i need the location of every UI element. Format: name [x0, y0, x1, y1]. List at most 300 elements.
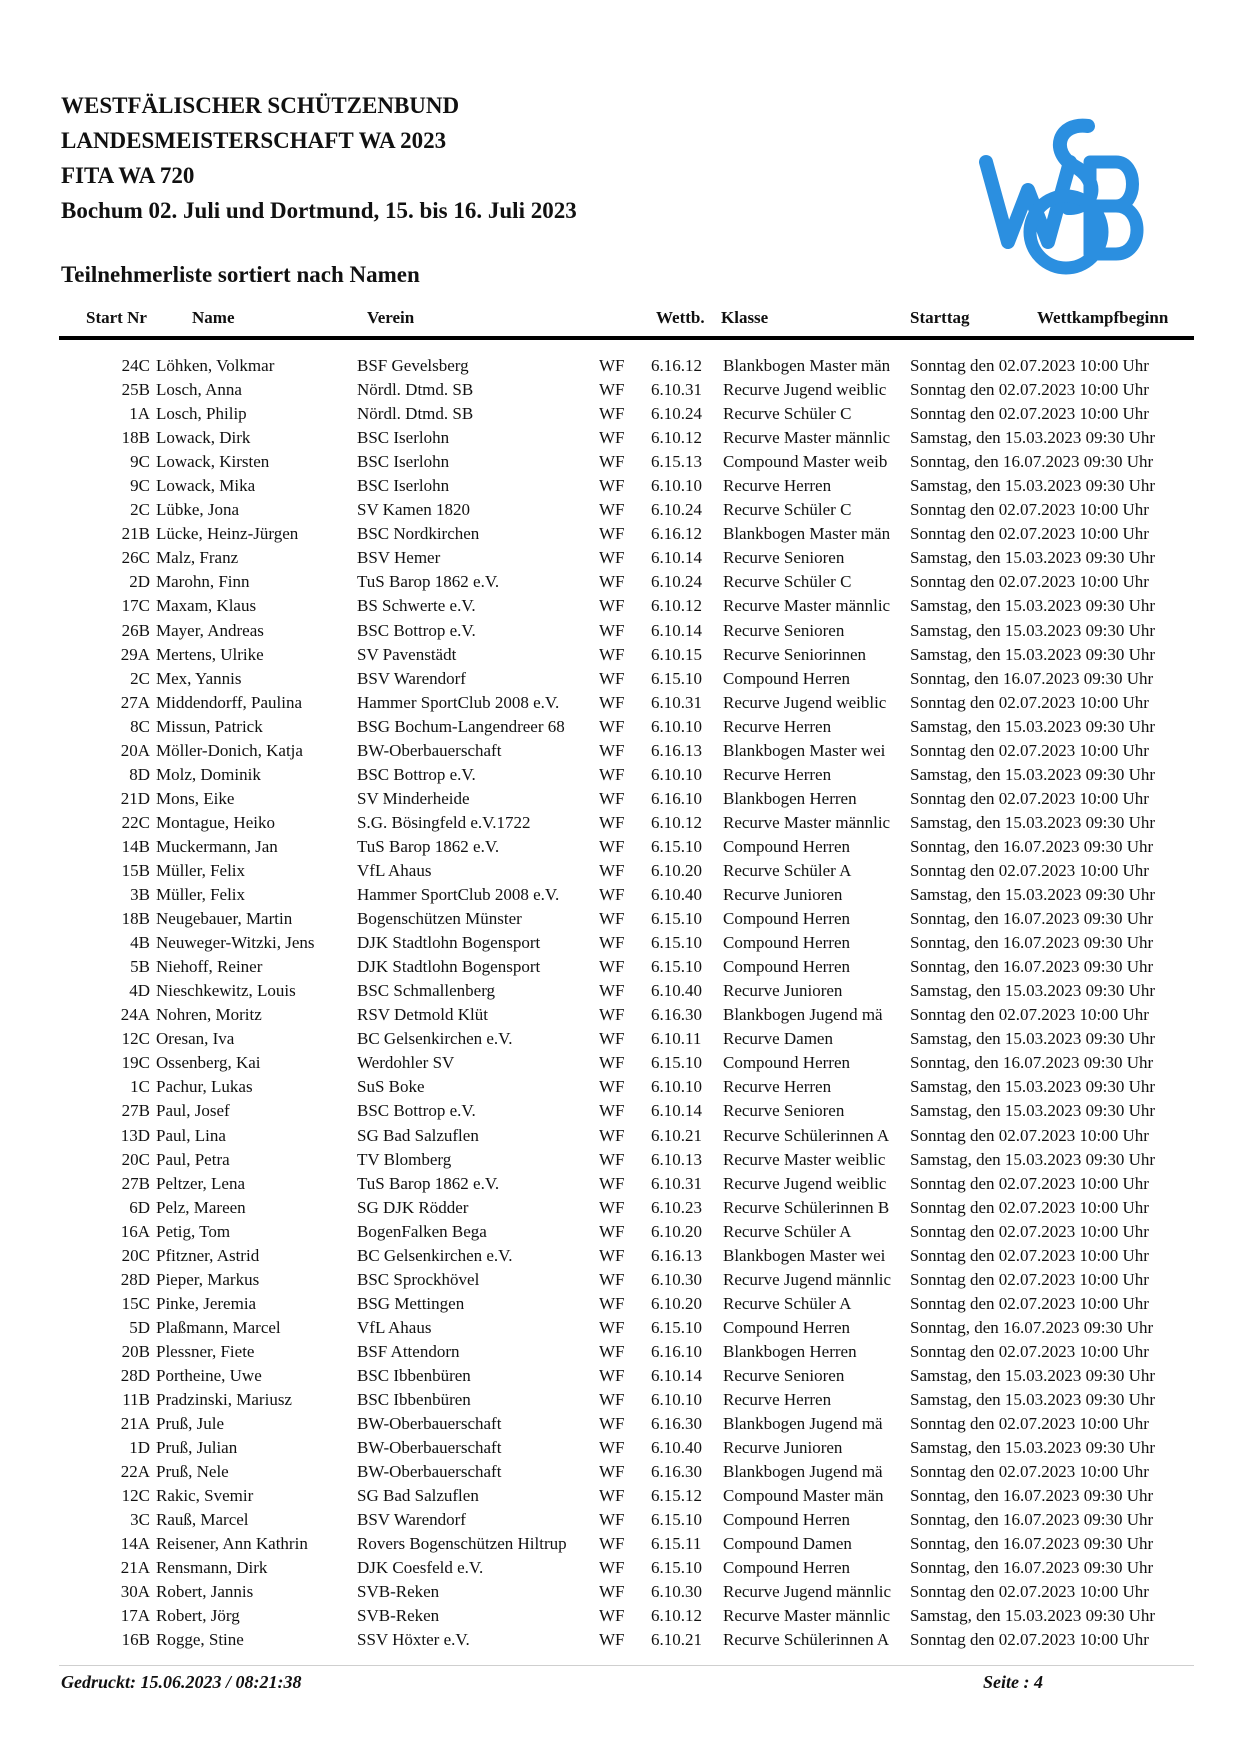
start-datetime: Sonntag den 02.07.2023 10:00 Uhr: [910, 1125, 1149, 1145]
competition-code: 6.16.30: [651, 1414, 702, 1434]
region-code: WF: [599, 860, 625, 880]
club-name: BSC Bottrop e.V.: [357, 620, 476, 640]
table-row: [0, 739, 1240, 763]
club-name: BSC Iserlohn: [357, 476, 450, 496]
class-name: Recurve Senioren: [723, 620, 845, 640]
participant-name: Lowack, Kirsten: [156, 452, 270, 472]
competition-code: 6.10.40: [651, 885, 702, 905]
start-datetime: Sonntag den 02.07.2023 10:00 Uhr: [910, 1462, 1149, 1482]
class-name: Recurve Master männlic: [723, 1606, 891, 1626]
start-number: 12C: [121, 1029, 150, 1049]
start-number: 27B: [121, 1101, 150, 1121]
club-name: BSC Bottrop e.V.: [357, 1101, 476, 1121]
region-code: WF: [599, 356, 625, 375]
club-name: BSC Sprockhövel: [357, 1269, 480, 1289]
start-datetime: Samstag, den 15.03.2023 09:30 Uhr: [910, 1149, 1156, 1169]
region-code: WF: [599, 1534, 625, 1554]
table-row: [0, 1628, 1240, 1652]
competition-code: 6.10.21: [651, 1630, 702, 1650]
competition-code: 6.10.20: [651, 1293, 702, 1313]
start-datetime: Samstag, den 15.03.2023 09:30 Uhr: [910, 1101, 1156, 1121]
competition-code: 6.10.10: [651, 476, 702, 496]
club-name: Nördl. Dtmd. SB: [357, 380, 474, 400]
class-name: Recurve Master männlic: [723, 596, 891, 616]
competition-code: 6.10.23: [651, 1197, 702, 1217]
club-name: Nördl. Dtmd. SB: [357, 404, 474, 424]
competition-code: 6.10.10: [651, 716, 702, 736]
start-number: 21B: [121, 524, 150, 544]
start-number: 14B: [121, 836, 150, 856]
start-datetime: Samstag, den 15.03.2023 09:30 Uhr: [910, 885, 1156, 905]
club-name: SG Bad Salzuflen: [357, 1486, 479, 1506]
club-name: SV Pavenstädt: [357, 644, 457, 664]
club-name: BSC Nordkirchen: [357, 524, 480, 544]
start-number: 28D: [120, 1269, 150, 1289]
competition-code: 6.15.10: [651, 909, 702, 929]
club-name: RSV Detmold Klüt: [357, 1005, 488, 1025]
competition-code: 6.15.10: [651, 1317, 702, 1337]
participant-name: Lübke, Jona: [156, 500, 240, 520]
region-code: WF: [599, 740, 625, 760]
competition-code: 6.16.30: [651, 1462, 702, 1482]
class-name: Compound Herren: [723, 933, 851, 953]
region-code: WF: [599, 1582, 625, 1602]
region-code: WF: [599, 957, 625, 977]
class-name: Recurve Jugend männlic: [723, 1582, 892, 1602]
table-row: [0, 835, 1240, 859]
class-name: Recurve Seniorinnen: [723, 644, 867, 664]
participant-name: Petig, Tom: [156, 1221, 231, 1241]
participant-name: Peltzer, Lena: [156, 1173, 245, 1193]
class-name: Recurve Herren: [723, 1077, 832, 1097]
start-datetime: Samstag, den 15.03.2023 09:30 Uhr: [910, 1606, 1156, 1626]
competition-code: 6.15.10: [651, 1053, 702, 1073]
start-datetime: Sonntag den 02.07.2023 10:00 Uhr: [910, 1221, 1149, 1241]
start-datetime: Sonntag den 02.07.2023 10:00 Uhr: [910, 788, 1149, 808]
club-name: BSV Warendorf: [357, 1510, 466, 1530]
competition-code: 6.10.24: [651, 404, 702, 424]
class-name: Recurve Jugend weiblic: [723, 692, 887, 712]
competition-code: 6.10.13: [651, 1149, 702, 1169]
start-datetime: Samstag, den 15.03.2023 09:30 Uhr: [910, 476, 1156, 496]
page-number: Seite : 4: [983, 1672, 1043, 1692]
start-number: 21D: [120, 788, 150, 808]
club-name: BC Gelsenkirchen e.V.: [357, 1029, 513, 1049]
region-code: WF: [599, 716, 625, 736]
club-name: TuS Barop 1862 e.V.: [357, 836, 500, 856]
table-row: [0, 1148, 1240, 1172]
class-name: Recurve Schüler C: [723, 572, 852, 592]
start-number: 14A: [120, 1534, 150, 1554]
table-row: [0, 498, 1240, 522]
table-row: [0, 1436, 1240, 1460]
participant-name: Pruß, Julian: [156, 1438, 238, 1458]
club-name: BW-Oberbauerschaft: [357, 1462, 502, 1482]
start-datetime: Sonntag den 02.07.2023 10:00 Uhr: [910, 1341, 1149, 1361]
start-number: 19C: [121, 1053, 150, 1073]
participant-name: Plaßmann, Marcel: [156, 1317, 281, 1337]
class-name: Recurve Master weiblic: [723, 1149, 886, 1169]
region-code: WF: [599, 1005, 625, 1025]
header-format: FITA WA 720: [61, 163, 195, 188]
table-row: [0, 1364, 1240, 1388]
table-row: [0, 354, 1240, 378]
participant-table: [0, 354, 1240, 1653]
club-name: BSG Mettingen: [357, 1293, 465, 1313]
start-datetime: Sonntag den 02.07.2023 10:00 Uhr: [910, 1293, 1149, 1313]
class-name: Recurve Jugend männlic: [723, 1269, 892, 1289]
col-header-start-nr: Start Nr: [86, 308, 147, 327]
region-code: WF: [599, 1630, 625, 1650]
start-number: 3C: [130, 1510, 150, 1530]
start-datetime: Samstag, den 15.03.2023 09:30 Uhr: [910, 1365, 1156, 1385]
start-number: 26C: [121, 548, 150, 568]
participant-name: Oresan, Iva: [156, 1029, 235, 1049]
start-datetime: Sonntag, den 16.07.2023 09:30 Uhr: [910, 668, 1154, 688]
table-row: [0, 1172, 1240, 1196]
start-datetime: Sonntag, den 16.07.2023 09:30 Uhr: [910, 1510, 1154, 1530]
table-row: [0, 691, 1240, 715]
start-datetime: Samstag, den 15.03.2023 09:30 Uhr: [910, 764, 1156, 784]
club-name: BSF Attendorn: [357, 1341, 460, 1361]
table-row: [0, 1532, 1240, 1556]
start-number: 9C: [130, 452, 150, 472]
start-datetime: Samstag, den 15.03.2023 09:30 Uhr: [910, 548, 1156, 568]
club-name: BSC Iserlohn: [357, 452, 450, 472]
club-name: BW-Oberbauerschaft: [357, 1438, 502, 1458]
start-datetime: Samstag, den 15.03.2023 09:30 Uhr: [910, 1438, 1156, 1458]
start-number: 26B: [121, 620, 150, 640]
participant-name: Rakic, Svemir: [156, 1486, 254, 1506]
start-number: 20C: [121, 1149, 150, 1169]
table-row: [0, 883, 1240, 907]
competition-code: 6.15.10: [651, 1558, 702, 1578]
table-row: [0, 426, 1240, 450]
class-name: Compound Herren: [723, 909, 851, 929]
start-number: 5D: [129, 1317, 150, 1337]
competition-code: 6.16.12: [651, 524, 702, 544]
start-datetime: Sonntag, den 16.07.2023 09:30 Uhr: [910, 1486, 1154, 1506]
region-code: WF: [599, 1197, 625, 1217]
region-code: WF: [599, 380, 625, 400]
start-number: 4B: [130, 933, 150, 953]
competition-code: 6.10.11: [651, 1029, 702, 1049]
start-number: 2D: [129, 572, 150, 592]
start-datetime: Sonntag, den 16.07.2023 09:30 Uhr: [910, 1558, 1154, 1578]
club-name: DJK Stadtlohn Bogensport: [357, 957, 541, 977]
table-row: [0, 715, 1240, 739]
start-datetime: Samstag, den 15.03.2023 09:30 Uhr: [910, 1029, 1156, 1049]
region-code: WF: [599, 1293, 625, 1313]
club-name: BSF Gevelsberg: [357, 356, 469, 375]
region-code: WF: [599, 548, 625, 568]
club-name: SG DJK Rödder: [357, 1197, 469, 1217]
club-name: TuS Barop 1862 e.V.: [357, 1173, 500, 1193]
footer-rule: [59, 1665, 1194, 1666]
start-datetime: Samstag, den 15.03.2023 09:30 Uhr: [910, 1077, 1156, 1097]
start-number: 15C: [121, 1293, 150, 1313]
start-datetime: Sonntag, den 16.07.2023 09:30 Uhr: [910, 1534, 1154, 1554]
start-number: 30A: [120, 1582, 150, 1602]
table-row: [0, 979, 1240, 1003]
class-name: Recurve Senioren: [723, 1101, 845, 1121]
class-name: Blankbogen Master män: [723, 356, 891, 375]
table-row: [0, 1220, 1240, 1244]
participant-name: Montague, Heiko: [156, 812, 275, 832]
table-row: [0, 594, 1240, 618]
start-number: 16A: [120, 1221, 150, 1241]
competition-code: 6.15.10: [651, 836, 702, 856]
participant-name: Paul, Josef: [156, 1101, 230, 1121]
region-code: WF: [599, 1462, 625, 1482]
start-datetime: Sonntag den 02.07.2023 10:00 Uhr: [910, 1414, 1149, 1434]
table-row: [0, 1340, 1240, 1364]
class-name: Compound Master weib: [723, 452, 888, 472]
competition-code: 6.10.12: [651, 812, 702, 832]
participant-name: Marohn, Finn: [156, 572, 250, 592]
region-code: WF: [599, 1606, 625, 1626]
class-name: Compound Herren: [723, 1558, 851, 1578]
start-number: 29A: [120, 644, 150, 664]
table-row: [0, 546, 1240, 570]
region-code: WF: [599, 404, 625, 424]
participant-name: Muckermann, Jan: [156, 836, 278, 856]
participant-name: Pradzinski, Mariusz: [156, 1390, 292, 1410]
participant-name: Müller, Felix: [156, 860, 246, 880]
col-header-name: Name: [192, 308, 235, 327]
start-datetime: Sonntag, den 16.07.2023 09:30 Uhr: [910, 1053, 1154, 1073]
club-name: TV Blomberg: [357, 1149, 452, 1169]
table-row: [0, 1508, 1240, 1532]
table-row: [0, 1099, 1240, 1123]
region-code: WF: [599, 452, 625, 472]
start-number: 22A: [120, 1462, 150, 1482]
wsb-logo-mark: [978, 104, 1150, 276]
start-datetime: Sonntag, den 16.07.2023 09:30 Uhr: [910, 1317, 1154, 1337]
header-association: WESTFÄLISCHER SCHÜTZENBUND: [61, 93, 460, 118]
club-name: VfL Ahaus: [357, 1317, 432, 1337]
competition-code: 6.10.30: [651, 1582, 702, 1602]
start-datetime: Sonntag den 02.07.2023 10:00 Uhr: [910, 1005, 1149, 1025]
class-name: Blankbogen Master män: [723, 524, 891, 544]
class-name: Recurve Master männlic: [723, 812, 891, 832]
club-name: DJK Stadtlohn Bogensport: [357, 933, 541, 953]
region-code: WF: [599, 764, 625, 784]
competition-code: 6.10.24: [651, 572, 702, 592]
club-name: BSV Hemer: [357, 548, 441, 568]
competition-code: 6.15.11: [651, 1534, 702, 1554]
region-code: WF: [599, 1558, 625, 1578]
participant-name: Pfitzner, Astrid: [156, 1245, 260, 1265]
wsb-logo: [978, 104, 1150, 276]
competition-code: 6.16.10: [651, 788, 702, 808]
col-header-klasse: Klasse: [721, 308, 769, 327]
table-row: [0, 1460, 1240, 1484]
competition-code: 6.10.31: [651, 380, 702, 400]
region-code: WF: [599, 596, 625, 616]
start-number: 16B: [121, 1630, 150, 1650]
start-number: 1D: [129, 1438, 150, 1458]
region-code: WF: [599, 1510, 625, 1530]
participant-name: Neuweger-Witzki, Jens: [156, 933, 315, 953]
competition-code: 6.10.10: [651, 1077, 702, 1097]
region-code: WF: [599, 668, 625, 688]
participant-name: Löhken, Volkmar: [156, 356, 275, 375]
competition-code: 6.15.12: [651, 1486, 702, 1506]
participant-name: Neugebauer, Martin: [156, 909, 293, 929]
participant-name: Rauß, Marcel: [156, 1510, 249, 1530]
class-name: Blankbogen Herren: [723, 788, 857, 808]
participant-name: Lowack, Mika: [156, 476, 256, 496]
participant-name: Pinke, Jeremia: [156, 1293, 257, 1313]
start-datetime: Samstag, den 15.03.2023 09:30 Uhr: [910, 812, 1156, 832]
competition-code: 6.16.30: [651, 1005, 702, 1025]
start-datetime: Sonntag den 02.07.2023 10:00 Uhr: [910, 860, 1149, 880]
club-name: Hammer SportClub 2008 e.V.: [357, 692, 560, 712]
competition-code: 6.15.10: [651, 933, 702, 953]
start-number: 2C: [130, 668, 150, 688]
start-datetime: Sonntag den 02.07.2023 10:00 Uhr: [910, 572, 1149, 592]
start-datetime: Sonntag den 02.07.2023 10:00 Uhr: [910, 1269, 1149, 1289]
competition-code: 6.16.13: [651, 740, 702, 760]
class-name: Recurve Schülerinnen A: [723, 1125, 890, 1145]
competition-code: 6.10.20: [651, 860, 702, 880]
participant-name: Reisener, Ann Kathrin: [156, 1534, 308, 1554]
start-datetime: Sonntag, den 16.07.2023 09:30 Uhr: [910, 836, 1154, 856]
table-row: [0, 1196, 1240, 1220]
class-name: Recurve Herren: [723, 764, 832, 784]
start-datetime: Sonntag den 02.07.2023 10:00 Uhr: [910, 404, 1149, 424]
table-row: [0, 811, 1240, 835]
printed-timestamp: Gedruckt: 15.06.2023 / 08:21:38: [61, 1672, 302, 1692]
club-name: BSG Bochum-Langendreer 68: [357, 716, 565, 736]
col-header-verein: Verein: [367, 308, 415, 327]
participant-name: Robert, Jannis: [156, 1582, 254, 1602]
competition-code: 6.15.13: [651, 452, 702, 472]
start-number: 2C: [130, 500, 150, 520]
club-name: BW-Oberbauerschaft: [357, 740, 502, 760]
club-name: SV Minderheide: [357, 788, 470, 808]
col-header-starttag: Starttag: [910, 308, 970, 327]
club-name: BW-Oberbauerschaft: [357, 1414, 502, 1434]
region-code: WF: [599, 1149, 625, 1169]
start-datetime: Samstag, den 15.03.2023 09:30 Uhr: [910, 596, 1156, 616]
class-name: Recurve Herren: [723, 476, 832, 496]
start-number: 13D: [120, 1125, 150, 1145]
table-row: [0, 1412, 1240, 1436]
region-code: WF: [599, 1173, 625, 1193]
club-name: SVB-Reken: [357, 1582, 440, 1602]
region-code: WF: [599, 933, 625, 953]
competition-code: 6.10.10: [651, 1390, 702, 1410]
club-name: BSC Ibbenbüren: [357, 1390, 471, 1410]
start-number: 28D: [120, 1365, 150, 1385]
club-name: TuS Barop 1862 e.V.: [357, 572, 500, 592]
start-number: 24C: [121, 356, 150, 375]
participant-name: Middendorff, Paulina: [156, 692, 303, 712]
start-number: 6D: [129, 1197, 150, 1217]
class-name: Blankbogen Herren: [723, 1341, 857, 1361]
competition-code: 6.10.14: [651, 620, 702, 640]
col-header-wettkampfbeginn: Wettkampfbeginn: [1037, 308, 1169, 327]
club-name: S.G. Bösingfeld e.V.1722: [357, 812, 531, 832]
start-number: 4D: [129, 981, 150, 1001]
club-name: SVB-Reken: [357, 1606, 440, 1626]
class-name: Compound Herren: [723, 836, 851, 856]
competition-code: 6.10.15: [651, 644, 702, 664]
class-name: Recurve Schüler C: [723, 404, 852, 424]
start-datetime: Sonntag, den 16.07.2023 09:30 Uhr: [910, 933, 1154, 953]
class-name: Recurve Schüler A: [723, 1221, 852, 1241]
participant-name: Losch, Anna: [156, 380, 242, 400]
table-row: [0, 1388, 1240, 1412]
list-subtitle: Teilnehmerliste sortiert nach Namen: [61, 262, 420, 287]
table-row: [0, 1556, 1240, 1580]
start-number: 15B: [121, 860, 150, 880]
header-rule: [59, 336, 1194, 340]
region-code: WF: [599, 909, 625, 929]
start-datetime: Samstag, den 15.03.2023 09:30 Uhr: [910, 981, 1156, 1001]
class-name: Recurve Herren: [723, 1390, 832, 1410]
table-row: [0, 1003, 1240, 1027]
table-row: [0, 643, 1240, 667]
region-code: WF: [599, 1077, 625, 1097]
region-code: WF: [599, 1317, 625, 1337]
participant-name: Pruß, Nele: [156, 1462, 229, 1482]
start-datetime: Sonntag, den 16.07.2023 09:30 Uhr: [910, 452, 1154, 472]
club-name: Rovers Bogenschützen Hiltrup: [357, 1534, 567, 1554]
class-name: Recurve Schüler A: [723, 1293, 852, 1313]
region-code: WF: [599, 1486, 625, 1506]
class-name: Compound Herren: [723, 1053, 851, 1073]
start-number: 18B: [121, 909, 150, 929]
region-code: WF: [599, 476, 625, 496]
start-number: 8C: [130, 716, 150, 736]
competition-code: 6.10.10: [651, 764, 702, 784]
competition-code: 6.10.40: [651, 981, 702, 1001]
region-code: WF: [599, 885, 625, 905]
region-code: WF: [599, 1269, 625, 1289]
competition-code: 6.10.31: [651, 1173, 702, 1193]
class-name: Compound Damen: [723, 1534, 852, 1554]
class-name: Recurve Schüler C: [723, 500, 852, 520]
class-name: Recurve Jugend weiblic: [723, 380, 887, 400]
region-code: WF: [599, 788, 625, 808]
participant-name: Paul, Lina: [156, 1125, 226, 1145]
club-name: BS Schwerte e.V.: [357, 596, 476, 616]
participant-name: Mex, Yannis: [156, 668, 242, 688]
table-row: [0, 1268, 1240, 1292]
start-datetime: Sonntag, den 16.07.2023 09:30 Uhr: [910, 909, 1154, 929]
competition-code: 6.16.12: [651, 356, 702, 375]
start-number: 1A: [129, 404, 150, 424]
start-datetime: Samstag, den 15.03.2023 09:30 Uhr: [910, 620, 1156, 640]
start-datetime: Sonntag den 02.07.2023 10:00 Uhr: [910, 1197, 1149, 1217]
region-code: WF: [599, 572, 625, 592]
competition-code: 6.15.10: [651, 668, 702, 688]
start-number: 24A: [120, 1005, 150, 1025]
table-row: [0, 1292, 1240, 1316]
class-name: Recurve Damen: [723, 1029, 833, 1049]
participant-name: Möller-Donich, Katja: [156, 740, 303, 760]
participant-name: Portheine, Uwe: [156, 1365, 262, 1385]
class-name: Blankbogen Jugend mä: [723, 1462, 883, 1482]
start-number: 11B: [122, 1390, 150, 1410]
table-row: [0, 1075, 1240, 1099]
table-row: [0, 402, 1240, 426]
club-name: SuS Boke: [357, 1077, 425, 1097]
competition-code: 6.10.12: [651, 428, 702, 448]
